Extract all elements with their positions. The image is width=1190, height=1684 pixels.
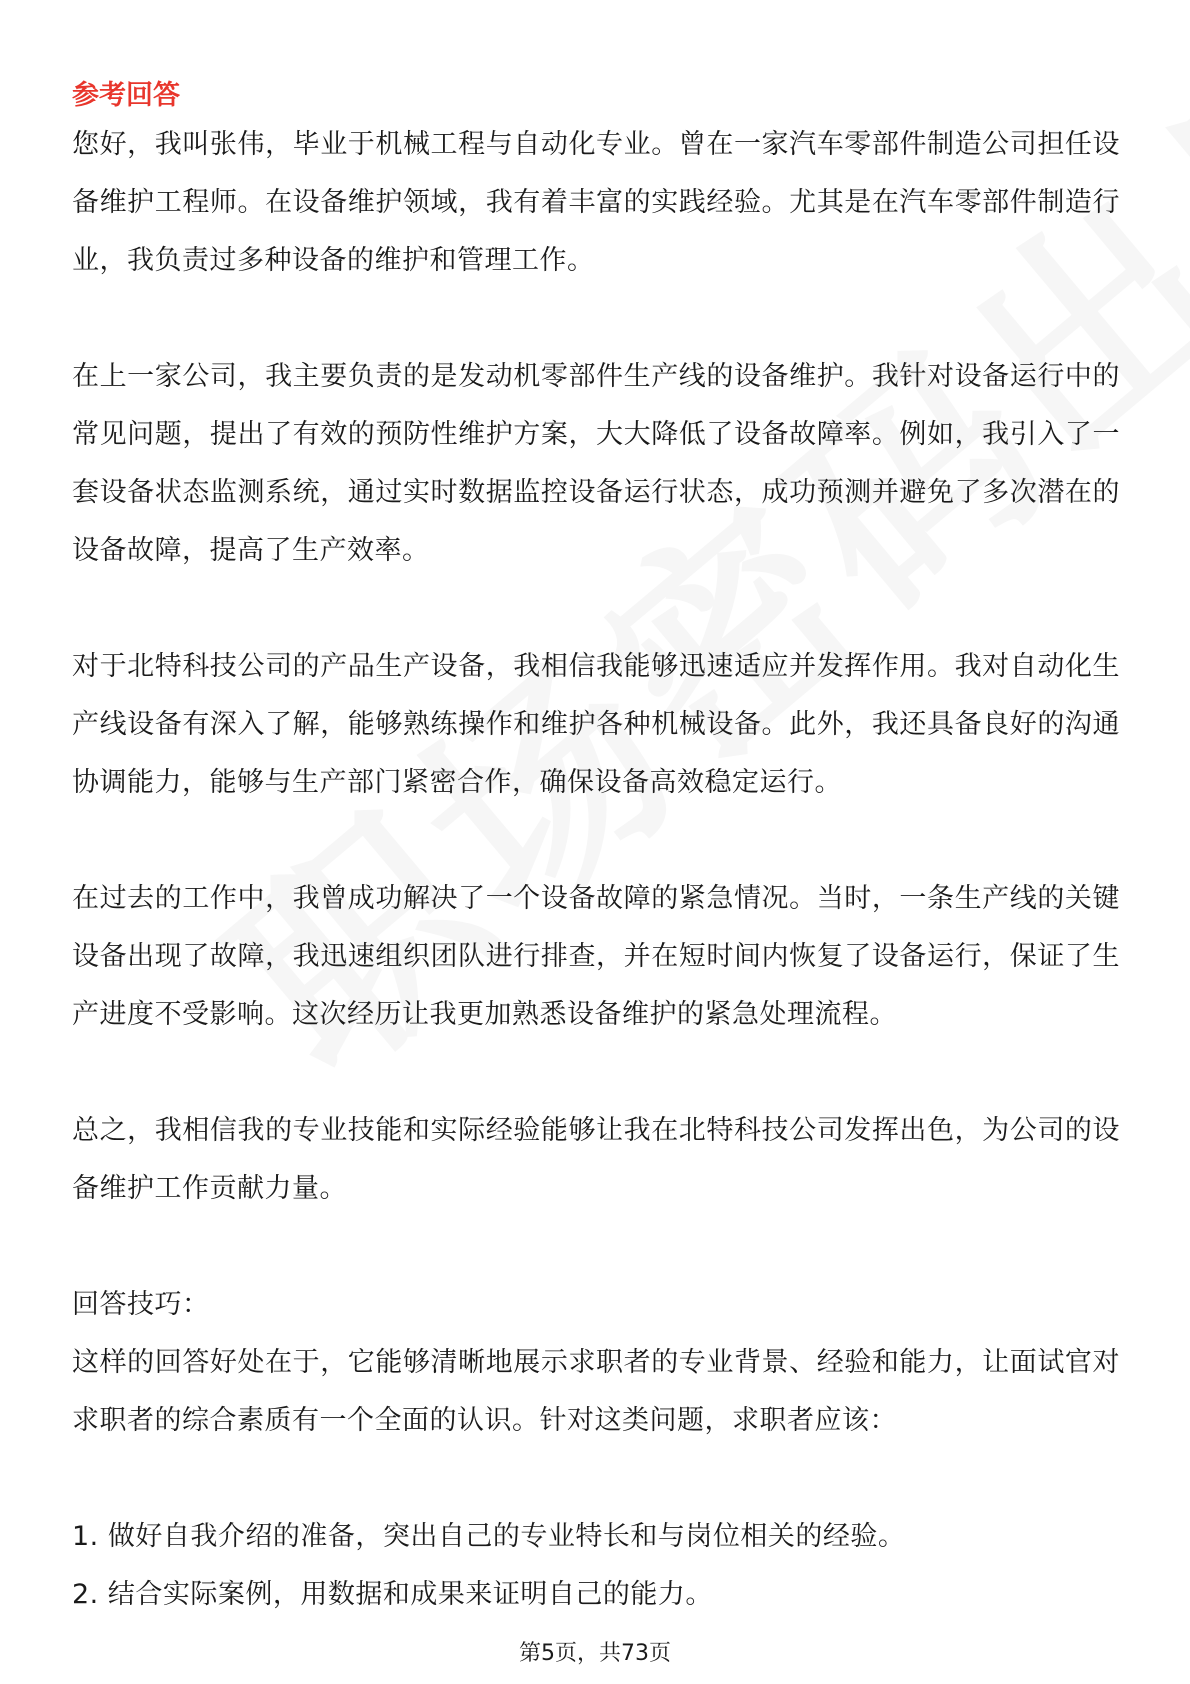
- paragraph-spacer: [72, 812, 1120, 870]
- tips-intro: 这样的回答好处在于，它能够清晰地展示求职者的专业背景、经验和能力，让面试官对求职者的综合素质有一个全面的认识。针对这类问题，求职者应该：: [72, 1347, 1120, 1436]
- section-heading: 参考回答: [72, 80, 180, 111]
- paragraph-spacer: [72, 1044, 1120, 1102]
- tips-item-1: 1. 做好自我介绍的准备，突出自己的专业特长和与岗位相关的经验。: [72, 1521, 906, 1552]
- page-content: [72, 76, 1120, 1624]
- answer-paragraph-1: 您好，我叫张伟，毕业于机械工程与自动化专业。曾在一家汽车零部件制造公司担任设备维护工程师。在设备维护领域，我有着丰富的实践经验。尤其是在汽车零部件制造行业，我负责过多种设备的维护和管理工作。: [72, 129, 1120, 276]
- answer-paragraph-2: 在上一家公司，我主要负责的是发动机零部件生产线的设备维护。我针对设备运行中的常见问题，提出了有效的预防性维护方案，大大降低了设备故障率。例如，我引入了一套设备状态监测系统，通过实时数据监控设备运行状态，成功预测并避免了多次潜在的设备故障，提高了生产效率。: [72, 361, 1120, 566]
- answer-paragraph-3: 对于北特科技公司的产品生产设备，我相信我能够迅速适应并发挥作用。我对自动化生产线设备有深入了解，能够熟练操作和维护各种机械设备。此外，我还具备良好的沟通协调能力，能够与生产部门紧密合作，确保设备高效稳定运行。: [72, 651, 1120, 798]
- paragraph-spacer: [72, 1450, 1120, 1508]
- paragraph-spacer: [72, 580, 1120, 638]
- answer-paragraph-4: 在过去的工作中，我曾成功解决了一个设备故障的紧急情况。当时，一条生产线的关键设备出现了故障，我迅速组织团队进行排查，并在短时间内恢复了设备运行，保证了生产进度不受影响。这次经历让我更加熟悉设备维护的紧急处理流程。: [72, 883, 1120, 1030]
- answer-paragraph-5: 总之，我相信我的专业技能和实际经验能够让我在北特科技公司发挥出色，为公司的设备维护工作贡献力量。: [72, 1115, 1120, 1204]
- page-number-footer: 第5页，共73页: [519, 1641, 671, 1666]
- tips-item-2: 2. 结合实际案例，用数据和成果来证明自己的能力。: [72, 1579, 713, 1610]
- paragraph-spacer: [72, 1218, 1120, 1276]
- paragraph-spacer: [72, 290, 1120, 348]
- tips-title: 回答技巧：: [72, 1289, 210, 1320]
